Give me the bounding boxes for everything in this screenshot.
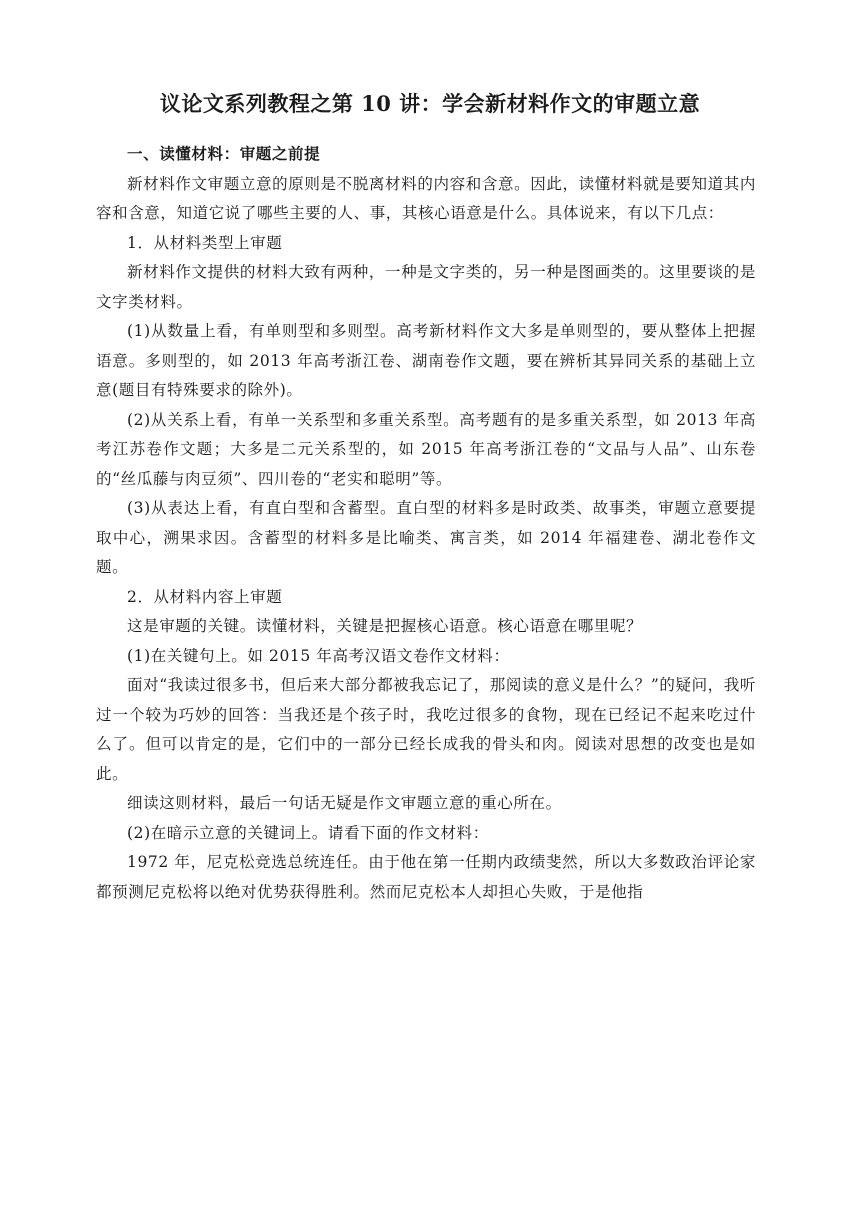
body-paragraph: 细读这则材料，最后一句话无疑是作文审题立意的重心所在。: [127, 794, 562, 812]
body-paragraph: (1)从数量上看，有单则型和多则型。高考新材料作文大多是单则型的，要从整体上把握语意。多则型的，如 2013 年高考浙江卷、湖南卷作文题，要在辨析其异同关系的基础上立意(题目有特殊要求的除外)。: [96, 322, 756, 399]
subsection-heading: 1．从材料类型上审题: [127, 233, 283, 252]
body-paragraph: (2)在暗示立意的关键词上。请看下面的作文材料：: [127, 823, 489, 842]
body-paragraph: 新材料作文审题立意的原则是不脱离材料的内容和含意。因此，读懂材料就是要知道其内容和含意，知道它说了哪些主要的人、事，其核心语意是什么。具体说来，有以下几点：: [96, 174, 756, 222]
body-paragraph: (2)从关系上看，有单一关系型和多重关系型。高考题有的是多重关系型，如 2013 年高考江苏卷作文题；大多是二元关系型的，如 2015 年高考浙江卷的“文品与人品”、山东卷的“丝瓜藤与肉豆须”、四川卷的“老实和聪明”等。: [96, 410, 756, 488]
body-paragraph: (1)在关键句上。如 2015 年高考汉语文卷作文材料：: [127, 646, 510, 665]
section-heading: 一、读懂材料：审题之前提: [127, 145, 321, 163]
body-paragraph: 这是审题的关键。读懂材料，关键是把握核心语意。核心语意在哪里呢？: [127, 617, 643, 635]
body-paragraph: (3)从表达上看，有直白型和含蓄型。直白型的材料多是时政类、故事类，审题立意要提取中心，溯果求因。含蓄型的材料多是比喻类、寓言类，如 2014 年福建卷、湖北卷作文题。: [96, 499, 756, 576]
quoted-material: 1972 年，尼克松竞选总统连任。由于他在第一任期内政绩斐然，所以大多数政治评论家都预测尼克松将以绝对优势获得胜利。然而尼克松本人却担心失败，于是他指: [96, 853, 756, 901]
body-paragraph: 新材料作文提供的材料大致有两种，一种是文字类的，另一种是图画类的。这里要谈的是文字类材料。: [96, 263, 756, 311]
subsection-heading: 2．从材料内容上审题: [127, 587, 283, 606]
quoted-material: 面对“我读过很多书，但后来大部分都被我忘记了，那阅读的意义是什么？”的疑问，我听过一个较为巧妙的回答：当我还是个孩子时，我吃过很多的食物，现在已经记不起来吃过什么了。但可以肯定的是，它们中的一部分已经长成我的骨头和肉。阅读对思想的改变也是如此。: [96, 676, 756, 783]
document-title: 议论文系列教程之第 10 讲：学会新材料作文的审题立意: [159, 91, 701, 116]
document-body: [96, 140, 756, 907]
